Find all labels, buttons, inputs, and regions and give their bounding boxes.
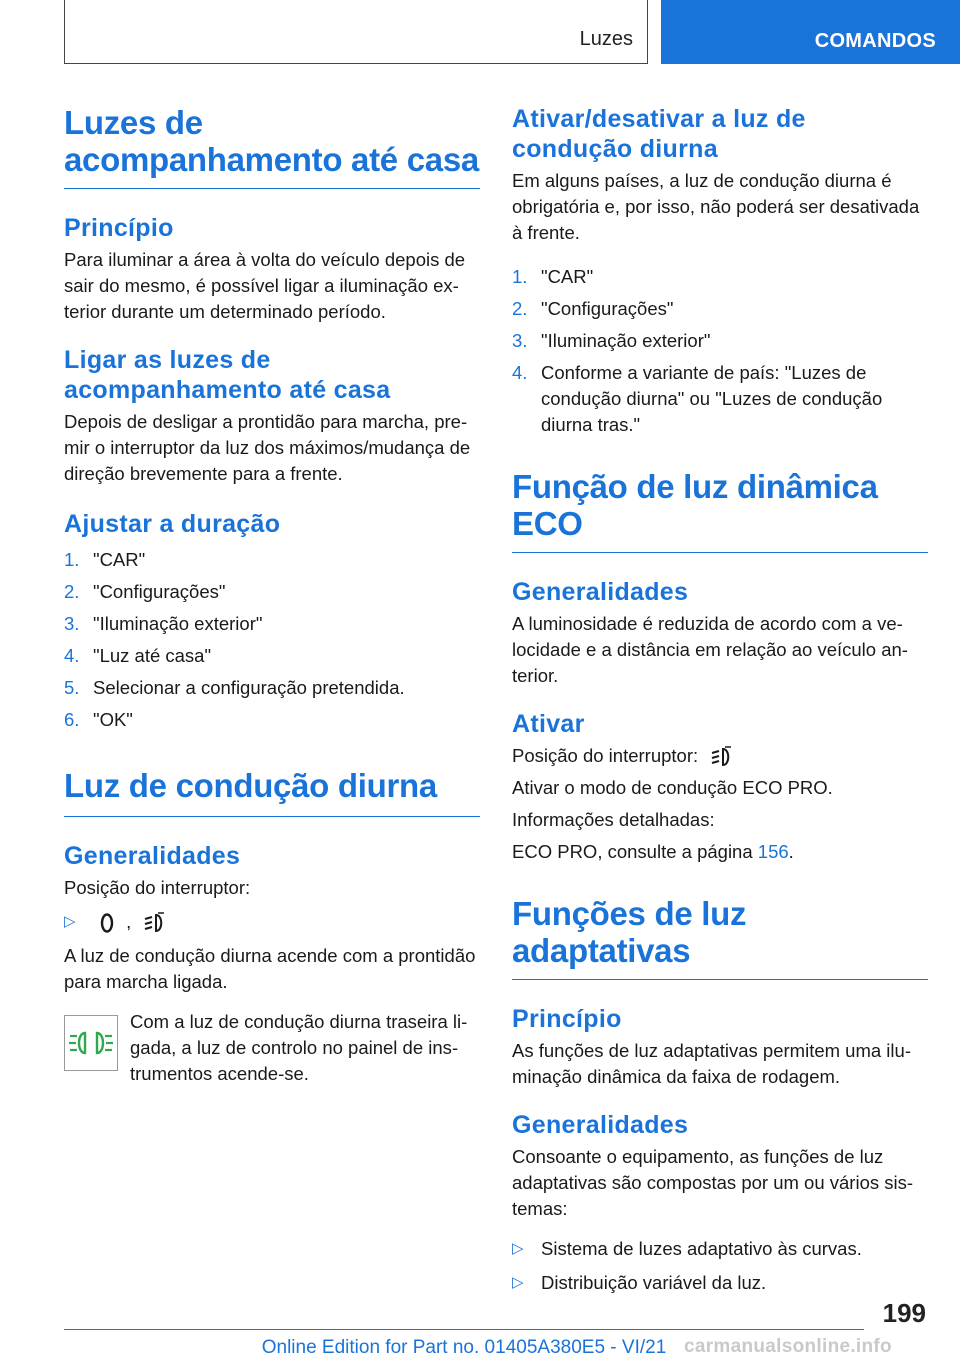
list-ajustar xyxy=(64,547,480,733)
text-ativar-info: Informações detalhadas: xyxy=(512,809,715,830)
triangle-right-icon: ▷ xyxy=(512,1274,524,1291)
light-switch-auto-icon xyxy=(709,746,733,768)
text-eco-generalidades: A luminosidade é reduzida de acordo com a velocidade e a distância em relação ao veículo anterior. xyxy=(512,613,908,686)
header-chapter-title: COMANDOS xyxy=(814,30,936,52)
triangle-right-icon: ▷ xyxy=(512,1240,524,1257)
heading-rule xyxy=(512,552,928,553)
list-toggle-daytime xyxy=(512,264,928,438)
list-item: 3. "Iluminação exterior" xyxy=(512,330,711,351)
list-item: 1. "CAR" xyxy=(64,549,146,570)
text-switch-position: Posição do interruptor: xyxy=(64,877,251,898)
list-item: ▷ Sistema de luzes adaptativo às curvas. xyxy=(512,1236,928,1262)
page-number: 199 xyxy=(882,1298,926,1328)
footer-edition: Online Edition for Part no. 01405A380E5 - VI/21 xyxy=(261,1337,667,1358)
daytime-running-light-icon xyxy=(64,1015,118,1071)
right-column xyxy=(512,104,928,1304)
subheading-ligar: Ligar as luzes de acompanhamento até casa xyxy=(64,346,391,404)
text-rear-daytime: Com a luz de condução diurna traseira ligada, a luz de controlo no painel de instrumentos acende-se. xyxy=(130,1011,468,1084)
list-item: ▷ Distribuição variável da luz. xyxy=(512,1270,928,1296)
text-ativar-ref: ECO PRO, consulte a página 156. xyxy=(512,841,794,862)
text-daytime-on: A luz de condução diurna acende com a prontidão para marcha ligada. xyxy=(64,945,476,992)
list-item: 4. Conforme a variante de país: "Luzes de condução diurna" ou "Luzes de condução diurna tras." xyxy=(512,362,883,435)
subheading-ad-generalidades: Generalidades xyxy=(512,1111,689,1139)
footer-rule xyxy=(64,1329,864,1330)
header-chapter-tab xyxy=(661,0,960,64)
subheading-toggle-daytime: Ativar/desativar a luz de condução diurna xyxy=(512,105,806,163)
subheading-generalidades: Generalidades xyxy=(64,842,241,870)
watermark: carmanualsonline.info xyxy=(684,1336,892,1357)
text-ad-principio: As funções de luz adaptativas permitem uma iluminação dinâmica da faixa de rodagem. xyxy=(512,1040,911,1087)
heading-rule xyxy=(64,188,480,189)
header-section-title: Luzes xyxy=(579,28,633,50)
subheading-ativar: Ativar xyxy=(512,710,585,738)
list-item: 5. Selecionar a configuração pretendida. xyxy=(64,677,405,698)
text-ligar: Depois de desligar a prontidão para marcha, premir o interruptor da luz dos máximos/mudança de direção brevemente para a frente. xyxy=(64,411,471,484)
subheading-eco-generalidades: Generalidades xyxy=(512,578,689,606)
heading-rule xyxy=(512,979,928,980)
light-switch-auto-icon xyxy=(142,912,166,934)
triangle-right-icon: ▷ xyxy=(64,913,76,930)
text-ativar-switch: Posição do interruptor: xyxy=(512,743,928,769)
list-item: 2. "Configurações" xyxy=(512,298,674,319)
light-switch-zero-icon xyxy=(99,912,115,934)
heading-daytime-lights: Luz de condução diurna xyxy=(64,767,437,804)
heading-adaptive-light: Funções de luz adaptativas xyxy=(512,895,747,969)
heading-follow-me-home: Luzes de acompanhamento até casa xyxy=(64,104,479,178)
page-link-156[interactable]: 156 xyxy=(757,841,789,862)
list-item: 2. "Configurações" xyxy=(64,581,226,602)
list-item: ▷ , xyxy=(64,909,480,935)
subheading-ajustar: Ajustar a duração xyxy=(64,510,281,538)
heading-rule xyxy=(64,816,480,817)
list-item: 6. "OK" xyxy=(64,709,133,730)
list-item: 4. "Luz até casa" xyxy=(64,645,212,666)
list-item: 3. "Iluminação exterior" xyxy=(64,613,263,634)
text-ad-generalidades: Consoante o equipamento, as funções de luz adaptativas são compostas por um ou vários sistemas: xyxy=(512,1146,914,1219)
list-switch-positions xyxy=(64,909,480,935)
left-column xyxy=(64,104,480,1087)
subheading-principio: Princípio xyxy=(64,214,174,242)
text-toggle-daytime: Em alguns países, a luz de condução diurna é obrigatória e, por isso, não poderá ser desativada à frente. xyxy=(512,170,920,243)
subheading-ad-principio: Princípio xyxy=(512,1005,622,1033)
header-section-box xyxy=(64,0,648,64)
text-principio: Para iluminar a área à volta do veículo depois de sair do mesmo, é possível ligar a iluminação exterior durante um determinado período. xyxy=(64,249,466,322)
list-item: 1. "CAR" xyxy=(512,266,594,287)
heading-eco-light: Função de luz dinâmica ECO xyxy=(512,468,878,542)
list-adaptive-systems xyxy=(512,1236,928,1296)
text-ativar-eco-pro: Ativar o modo de condução ECO PRO. xyxy=(512,777,833,798)
note-rear-daytime xyxy=(64,1009,480,1087)
